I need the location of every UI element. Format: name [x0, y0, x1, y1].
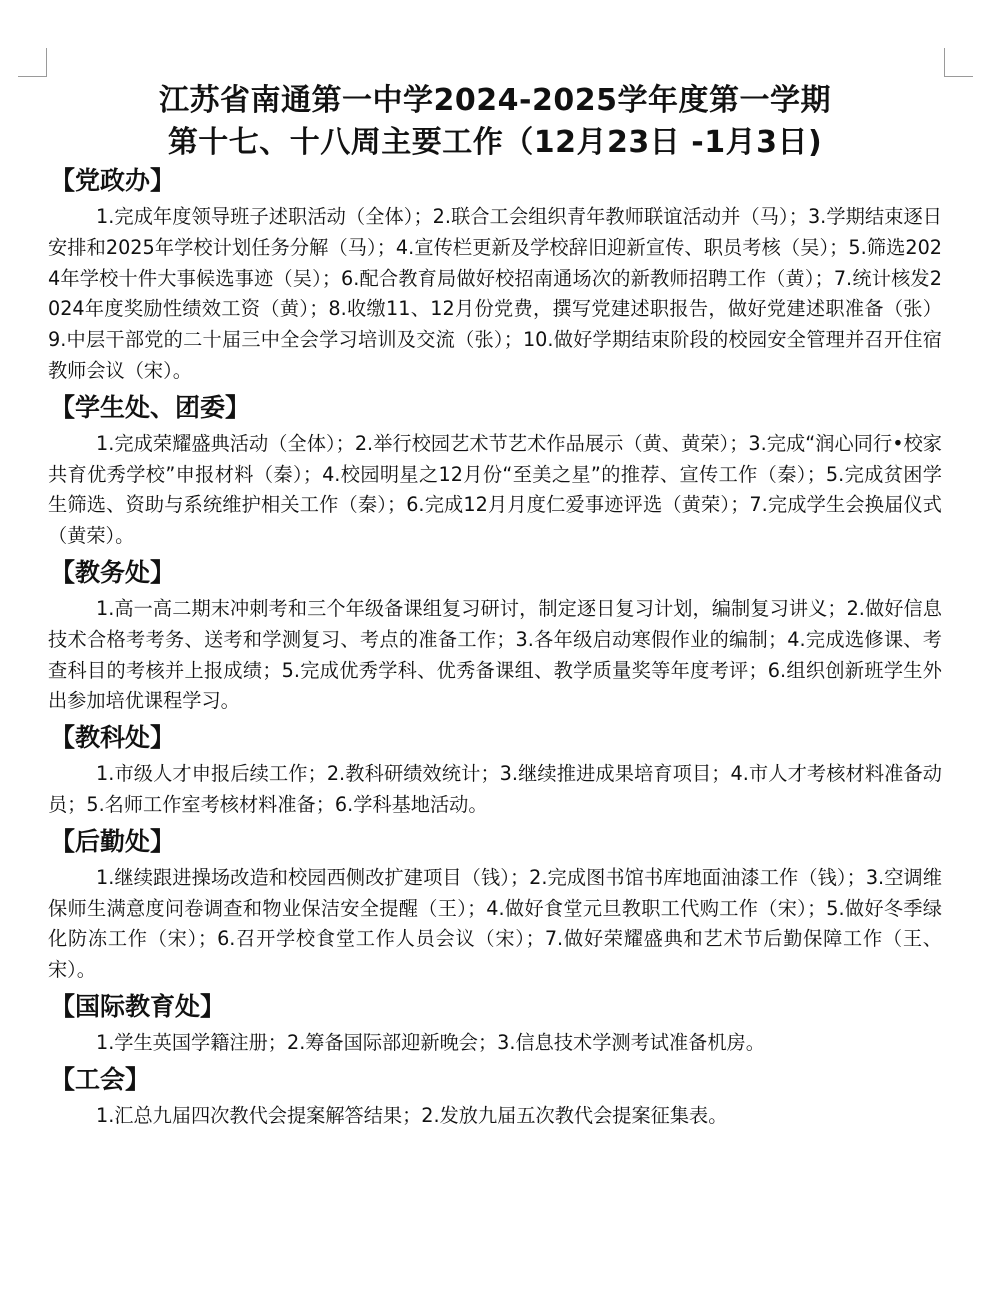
section-body: 1.完成年度领导班子述职活动（全体）；2.联合工会组织青年教师联谊活动并（马）；3.学期结束逐日安排和2025年学校计划任务分解（马）；4.宣传栏更新及学校辞旧迎新宣传、职员考核（吴）；5.筛选2024年学校十件大事候选事迹（吴）；6.配合教育局做好校招南通场次的新教师招聘工作（黄）；7.统计核发2024年度奖励性绩效工资（黄）；8.收缴11、12月份党费，撰写党建述职报告，做好党建述职准备（张）9.中层干部党的二十届三中全会学习培训及交流（张）；10.做好学期结束阶段的校园安全管理并召开住宿教师会议（宋）。 — [48, 205, 942, 382]
document-page — [48, 80, 942, 1136]
section-research-office — [48, 721, 942, 821]
section-logistics-office — [48, 825, 942, 986]
section-heading: 【教科处】 — [50, 723, 176, 753]
section-heading: 【教务处】 — [50, 557, 176, 587]
section-body: 1.高一高二期末冲刺考和三个年级备课组复习研讨，制定逐日复习计划，编制复习讲义；2.做好信息技术合格考考务、送考和学测复习、考点的准备工作；3.各年级启动寒假作业的编制；4.完成选修课、考查科目的考核并上报成绩；5.完成优秀学科、优秀备课组、教学质量奖等年度考评；6.组织创新班学生外出参加培优课程学习。 — [48, 596, 942, 713]
section-body: 1.市级人才申报后续工作；2.教科研绩效统计；3.继续推进成果培育项目；4.市人才考核材料准备动员；5.名师工作室考核材料准备；6.学科基地活动。 — [48, 762, 942, 816]
section-body: 1.继续跟进操场改造和校园西侧改扩建项目（钱）；2.完成图书馆书库地面油漆工作（钱）；3.空调维保师生满意度问卷调查和物业保洁安全提醒（王）；4.做好食堂元旦教职工代购工作（宋）；5.做好冬季绿化防冻工作（宋）；6.召开学校食堂工作人员会议（宋）；7.做好荣耀盛典和艺术节后勤保障工作（王、宋）。 — [48, 865, 942, 982]
section-heading: 【后勤处】 — [50, 826, 176, 856]
section-student-affairs — [48, 391, 942, 552]
section-academic-affairs — [48, 556, 942, 717]
page-corner-mark-top-right — [944, 48, 973, 77]
section-heading: 【工会】 — [50, 1064, 151, 1094]
section-labor-union — [48, 1063, 942, 1132]
document-title-line-1: 江苏省南通第一中学2024-2025学年度第一学期 — [159, 83, 831, 118]
document-title-line-2: 第十七、十八周主要工作（12月23日 -1月3日) — [167, 125, 823, 160]
section-heading: 【党政办】 — [50, 166, 176, 195]
section-heading: 【国际教育处】 — [50, 991, 226, 1021]
section-heading: 【学生处、团委】 — [50, 392, 251, 422]
section-international-office — [48, 990, 942, 1059]
section-body: 1.完成荣耀盛典活动（全体）；2.举行校园艺术节艺术作品展示（黄、黄荣）；3.完成“润心同行•校家共育优秀学校”申报材料（秦）；4.校园明星之12月份“至美之星”的推荐、宣传工作（秦）；5.完成贫困学生筛选、资助与系统维护相关工作（秦）；6.完成12月月度仁爱事迹评选（黄荣）；7.完成学生会换届仪式（黄荣）。 — [48, 431, 942, 548]
section-body: 1.学生英国学籍注册；2.筹备国际部迎新晚会；3.信息技术学测考试准备机房。 — [96, 1030, 765, 1054]
page-corner-mark-top-left — [18, 48, 47, 77]
section-body: 1.汇总九届四次教代会提案解答结果；2.发放九届五次教代会提案征集表。 — [96, 1103, 728, 1127]
section-party-office — [48, 164, 942, 387]
